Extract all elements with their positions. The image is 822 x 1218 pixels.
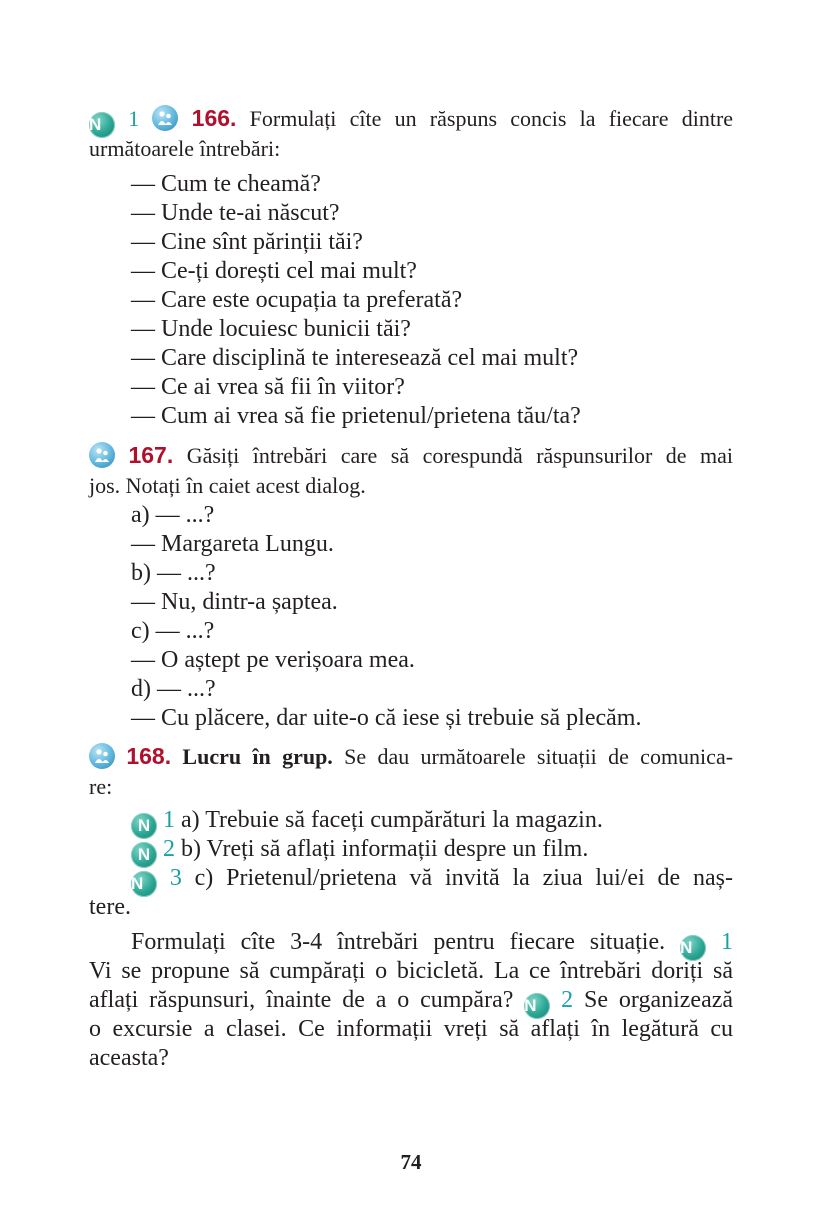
question-line: — Cine sînt părinții tăi? <box>131 229 363 255</box>
level-digit: 3 <box>169 865 182 891</box>
exercise-168-intro <box>89 742 733 771</box>
level-digit: 1 <box>163 807 175 833</box>
exercise-bold-lead: Lucru în grup. <box>182 744 333 769</box>
page-number: 74 <box>400 1150 422 1174</box>
dialog-line: c) — ...? <box>131 618 215 644</box>
exercise-167-intro <box>89 441 733 470</box>
dialog-line: a) — ...? <box>131 502 215 528</box>
situation-text: b) Vreți să aflați informații despre un film. <box>181 836 589 862</box>
question-line: — Care disciplină te interesează cel mai mult? <box>131 345 579 371</box>
task-line: o excursie a clasei. Ce informații vreți să aflați în legătură cu <box>89 1016 733 1042</box>
dialog-line: — Nu, dintr-a șaptea. <box>131 589 338 615</box>
exercise-instruction: Formulați cîte un răspuns concis la fiecare dintre <box>249 106 734 131</box>
dialog-line: — Cu plăcere, dar uite-o că iese și trebuie să plecăm. <box>131 705 642 731</box>
group-work-icon <box>152 105 178 131</box>
exercise-number: 167. <box>128 442 174 468</box>
level-digit: 2 <box>163 836 175 862</box>
question-line: — Cum te cheamă? <box>131 171 321 197</box>
question-line: — Ce-ți dorești cel mai mult? <box>131 258 417 284</box>
dialog-line: d) — ...? <box>131 676 216 702</box>
question-line: — Cum ai vrea să fie prietenul/prietena tău/ta? <box>131 403 581 429</box>
group-work-icon <box>89 442 115 468</box>
situation-cont: tere. <box>89 894 131 920</box>
dialog-line: b) — ...? <box>131 560 216 586</box>
level-n-icon: N <box>89 112 115 138</box>
dialog-line: — O aștept pe verișoara mea. <box>131 647 415 673</box>
level-digit: 2 <box>561 987 574 1013</box>
situation-text: c) Prietenul/prietena vă invită la ziua lui/ei de naș- <box>194 865 734 891</box>
level-n-icon: N <box>131 842 157 868</box>
exercise-166-intro <box>89 104 733 138</box>
task-text: Formulați cîte 3-4 întrebări pentru fiecare situație. <box>131 929 666 955</box>
question-line: — Care este ocupația ta preferată? <box>131 287 463 313</box>
task-line: Vi se propune să cumpărați o bicicletă. La ce întrebări doriți să <box>89 958 733 984</box>
situation-text: a) Trebuie să faceți cumpărături la magazin. <box>181 807 603 833</box>
exercise-168-intro-cont: re: <box>89 774 113 799</box>
group-work-icon <box>89 743 115 769</box>
exercise-number: 166. <box>191 105 237 131</box>
level-n-icon: N <box>680 935 706 961</box>
level-n-icon: N <box>131 813 157 839</box>
level-digit: 1 <box>721 929 734 955</box>
exercise-167-intro-cont: jos. Notați în caiet acest dialog. <box>89 473 366 498</box>
task-line: aceasta? <box>89 1045 169 1071</box>
question-line: — Ce ai vrea să fii în viitor? <box>131 374 405 400</box>
level-n-icon: N <box>524 993 550 1019</box>
exercise-instruction: Se dau următoarele situații de comunica- <box>344 744 734 769</box>
task-text: Se organizează <box>584 987 734 1013</box>
dialog-line: — Margareta Lungu. <box>131 531 334 557</box>
question-line: — Unde locuiesc bunicii tăi? <box>131 316 411 342</box>
exercise-166-intro-cont: următoarele întrebări: <box>89 136 281 161</box>
level-digit: 1 <box>128 106 140 131</box>
exercise-number: 168. <box>126 743 172 769</box>
task-text: aflați răspunsuri, înainte de a o cumpăra? <box>89 987 514 1013</box>
exercise-instruction: Găsiți întrebări care să corespundă răspunsurilor de mai <box>186 443 734 468</box>
question-line: — Unde te-ai născut? <box>131 200 340 226</box>
level-n-icon: N <box>131 871 157 897</box>
